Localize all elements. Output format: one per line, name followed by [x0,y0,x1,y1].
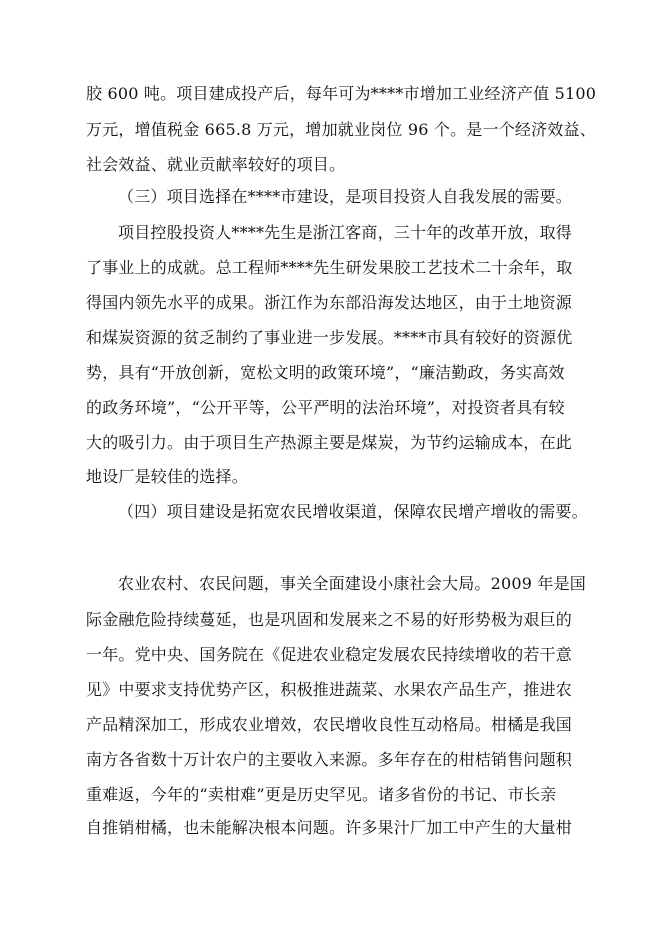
section-heading-3: （三）项目选择在****市建设，是项目投资人自我发展的需要。 [118,187,573,206]
text-line: 的政务环境”，“公开平等，公平严明的法治环境”，对投资者具有较 [86,398,565,417]
section-heading-4: （四）项目建设是拓宽农民增收渠道，保障农民增产增收的需要。 [118,502,588,521]
text-line: 势，具有“开放创新，宽松文明的政策环境”，“廉洁勤政，务实高效 [86,363,565,382]
text-line: 胶 600 吨。项目建成投产后，每年可为****市增加工业经济产值 5100 [86,84,597,103]
text-line: 万元，增值税金 665.8 万元，增加就业岗位 96 个。是一个经济效益、 [86,120,596,139]
text-line: 社会效益、就业贡献率较好的项目。 [86,155,346,174]
text-line: 得国内领先水平的成果。浙江作为东部沿海发达地区，由于土地资源 [86,293,573,312]
text-line: 农业农村、农民问题，事关全面建设小康社会大局。2009 年是国 [118,574,587,593]
text-line: 项目控股投资人****先生是浙江客商，三十年的改革开放，取得 [118,223,573,242]
text-line: 南方各省数十万计农户的主要收入来源。多年存在的柑桔销售问题积 [86,750,573,769]
text-line: 大的吸引力。由于项目生产热源主要是煤炭，为节约运输成本，在此 [86,433,573,452]
text-line: 了事业上的成就。总工程师****先生研发果胶工艺技术二十余年，取 [86,258,573,277]
text-line: 地设厂是较佳的选择。 [86,467,249,486]
text-line: 见》中要求支持优势产区，积极推进蔬菜、水果农产品生产，推进农 [86,680,573,699]
text-line: 际金融危险持续蔓延，也是巩固和发展来之不易的好形势极为艰巨的 [86,610,573,629]
text-line: 一年。党中央、国务院在《促进农业稳定发展农民持续增收的若干意 [86,645,573,664]
text-line: 自推销柑橘，也未能解决根本问题。许多果汁厂加工中产生的大量柑 [86,818,573,837]
text-line: 重难返，今年的“卖柑难”更是历史罕见。诸多省份的书记、市长亲 [86,785,557,804]
text-line: 和煤炭资源的贫乏制约了事业进一步发展。****市具有较好的资源优 [86,328,573,347]
text-line: 产品精深加工，形成农业增效，农民增收良性互动格局。柑橘是我国 [86,715,573,734]
